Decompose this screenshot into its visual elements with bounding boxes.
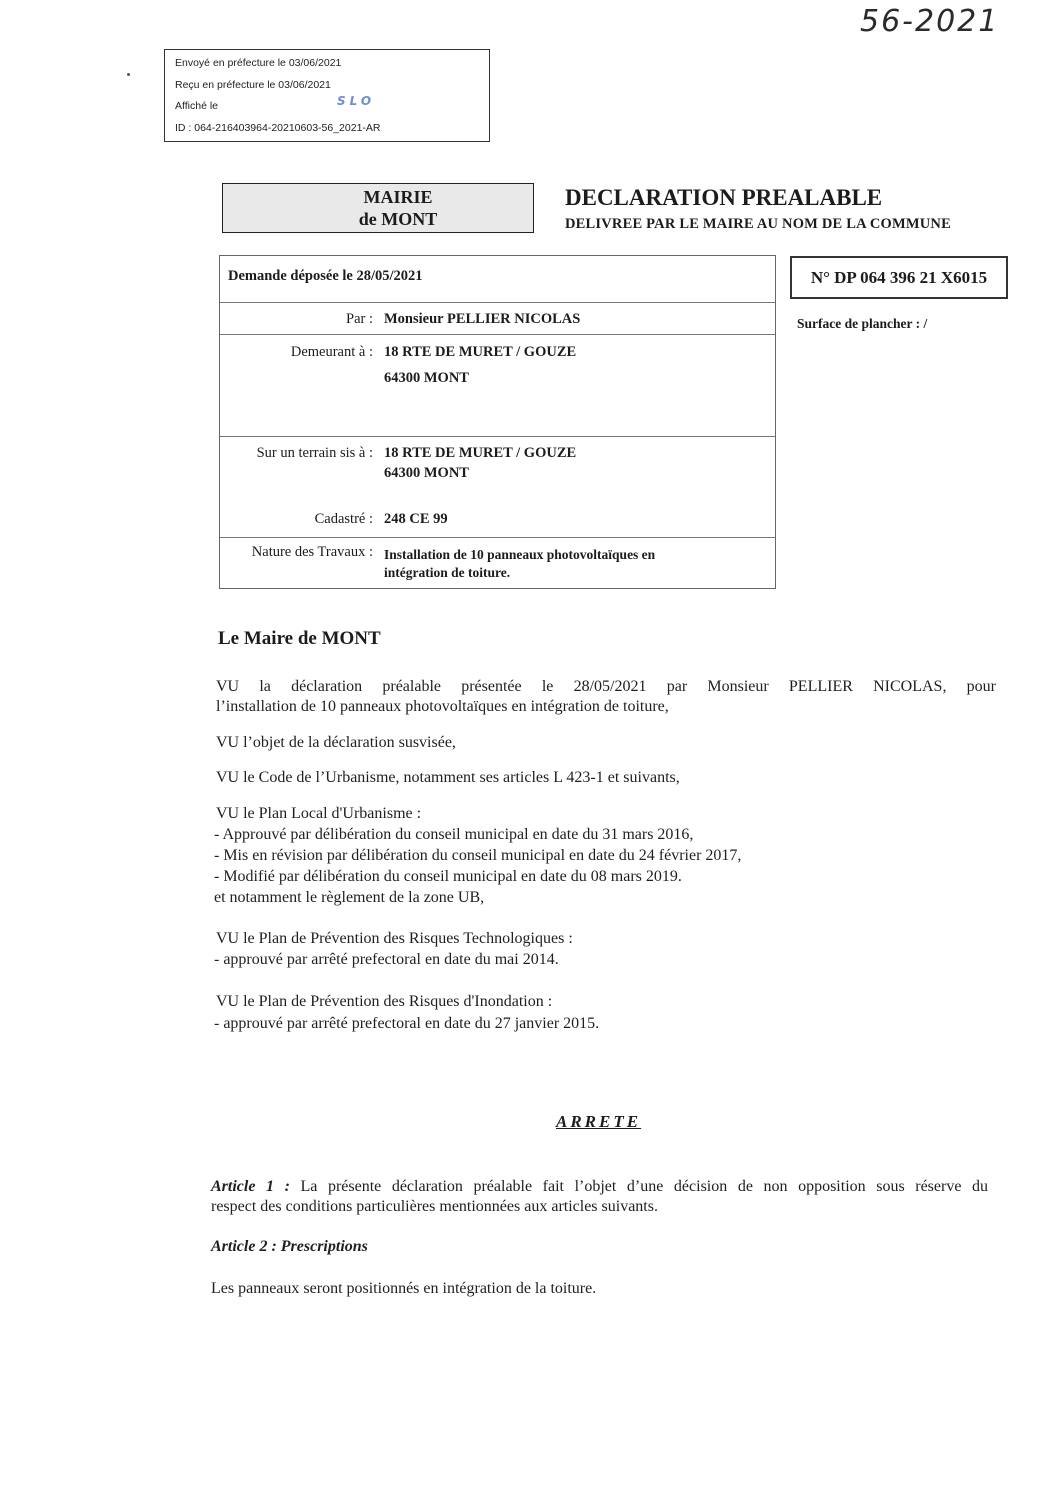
plu-item: et notamment le règlement de la zone UB, [214,889,485,906]
article-1-line2: respect des conditions particulières mentionnées aux articles suivants. [211,1198,658,1215]
vu-code-urbanisme: VU le Code de l’Urbanisme, notamment ses articles L 423-1 et suivants, [216,769,680,786]
prefecture-stamp [164,49,490,142]
plu-item: - Mis en révision par délibération du conseil municipal en date du 24 février 2017, [214,847,742,864]
mairie-box [222,183,534,233]
mairie-line2: de MONT [358,209,438,229]
row-value-demeurant-2: 64300 MONT [384,370,469,386]
vu-plu: VU le Plan Local d'Urbanisme : [216,805,422,822]
vu-declaration-line1: VU la déclaration préalable présentée le 28/05/2021 par Monsieur PELLIER NICOLAS, pour [216,678,996,695]
table-divider [220,334,775,335]
pprt-item: - approuvé par arrêté prefectoral en date du mai 2014. [214,951,559,968]
request-info-table [219,255,776,589]
row-label-par: Par : [346,311,373,327]
row-value-par: Monsieur PELLIER NICOLAS [384,311,581,327]
article-1-label: Article 1 : [211,1178,290,1195]
ppri-item: - approuvé par arrêté prefectoral en date du 27 janvier 2015. [214,1015,600,1032]
table-divider [220,537,775,538]
stamp-id: ID : 064-216403964-20210603-56_2021-AR [175,122,381,134]
row-label-cadastre: Cadastré : [314,511,373,527]
scan-speck [127,73,130,76]
row-label-terrain: Sur un terrain sis à : [256,445,373,461]
plu-item: - Modifié par délibération du conseil municipal en date du 08 mars 2019. [214,868,682,885]
row-label-demeurant: Demeurant à : [290,344,373,360]
plu-item: - Approuvé par délibération du conseil municipal en date du 31 mars 2016, [214,826,694,843]
table-divider [220,436,775,437]
document-subtitle: DELIVREE PAR LE MAIRE AU NOM DE LA COMMUNE [565,216,951,232]
row-value-nature: Installation de 10 panneaux photovoltaïques en [384,547,656,562]
row-value-terrain-2: 64300 MONT [384,465,469,481]
article-2-text: Les panneaux seront positionnés en intégration de la toiture. [211,1280,597,1297]
vu-ppri: VU le Plan de Prévention des Risques d'Inondation : [216,993,553,1010]
maire-heading: Le Maire de MONT [218,628,381,649]
row-value-cadastre: 248 CE 99 [384,511,448,527]
stamp-posted: Affiché le [175,100,218,112]
slo-logo: SLO [337,94,376,108]
handwritten-reference: 56-2021 [860,4,1000,39]
surface-plancher: Surface de plancher : / [797,316,928,331]
row-value-nature-2: intégration de toiture. [384,565,511,580]
deposit-date: Demande déposée le 28/05/2021 [228,268,423,284]
table-divider [220,302,775,303]
stamp-sent: Envoyé en préfecture le 03/06/2021 [175,57,342,69]
article-2-label: Article 2 : Prescriptions [211,1238,368,1255]
vu-pprt: VU le Plan de Prévention des Risques Technologiques : [216,930,573,947]
dossier-number: N° DP 064 396 21 X6015 [790,256,1008,299]
row-label-nature: Nature des Travaux : [251,544,373,560]
document-title: DECLARATION PREALABLE [565,185,883,210]
stamp-received: Reçu en préfecture le 03/06/2021 [175,79,331,91]
arrete-heading: ARRETE [556,1112,642,1131]
row-value-demeurant: 18 RTE DE MURET / GOUZE [384,344,577,360]
mairie-line1: MAIRIE [363,187,433,207]
article-1-text: La présente déclaration préalable fait l’objet d’une décision de non opposition sous réserve du [300,1178,989,1195]
article-1-line1 [211,1178,988,1196]
vu-objet: VU l’objet de la déclaration susvisée, [216,734,456,751]
row-value-terrain: 18 RTE DE MURET / GOUZE [384,445,577,461]
vu-declaration-line2: l’installation de 10 panneaux photovoltaïques en intégration de toiture, [216,698,669,715]
